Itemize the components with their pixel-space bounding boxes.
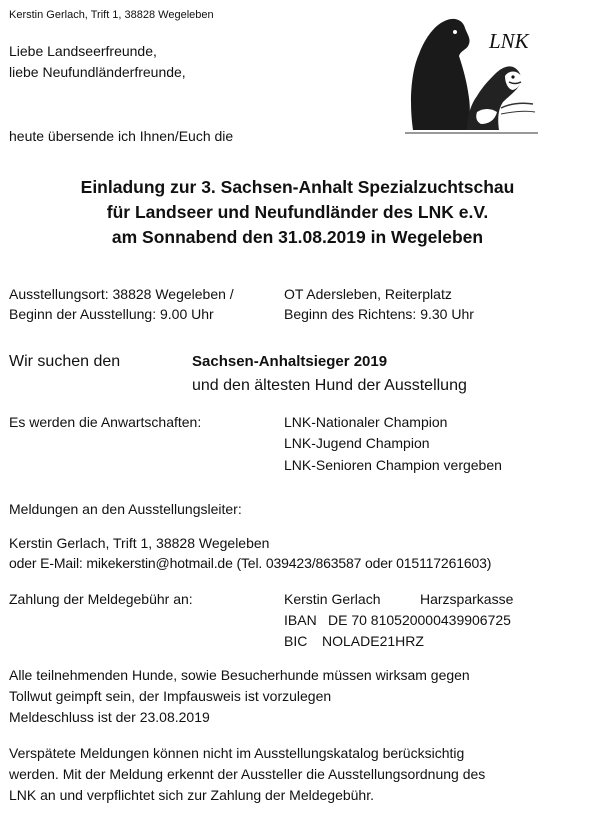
registration-address: Kerstin Gerlach, Trift 1, 38828 Wegeleben (9, 535, 270, 551)
logo-lettering: LNK (489, 29, 529, 53)
bic-value: NOLADE21HRZ (322, 633, 424, 649)
venue-location-value: OT Adersleben, Reiterplatz (284, 286, 452, 302)
invitation-title (0, 175, 595, 250)
judging-start: Beginn des Richtens: 9.30 Uhr (284, 306, 474, 322)
iban-label: IBAN (284, 612, 317, 628)
registration-heading: Meldungen an den Ausstellungsleiter: (9, 501, 242, 517)
search-subtitle: und den ältesten Hund der Ausstellung (192, 377, 467, 394)
late-line-1: Verspätete Meldungen können nicht im Ausstellungskatalog berücksichtig (9, 745, 465, 761)
payment-label: Zahlung der Meldegebühr an: (9, 591, 193, 607)
exhibition-start: Beginn der Ausstellung: 9.00 Uhr (9, 306, 214, 322)
vaccination-line-1: Alle teilnehmenden Hunde, sowie Besucherhunde müssen wirksam gegen (9, 667, 470, 683)
deadline-line: Meldeschluss ist der 23.08.2019 (9, 709, 210, 725)
venue-location-label: Ausstellungsort: 38828 Wegeleben / (9, 286, 234, 302)
iban-value: DE 70 810520000439906725 (328, 612, 511, 628)
intro-text: heute übersende ich Ihnen/Euch die (9, 128, 234, 144)
bic-label: BIC (284, 633, 308, 649)
title-item: LNK-Jugend Champion (284, 435, 430, 451)
greeting-line-2: liebe Neufundländerfreunde, (9, 64, 186, 80)
search-title: Sachsen-Anhaltsieger 2019 (192, 353, 388, 370)
title-item: LNK-Senioren Champion vergeben (284, 457, 502, 473)
vaccination-line-2: Tollwut geimpft sein, der Impfausweis ist vorzulegen (9, 688, 332, 704)
title-line-2: für Landseer und Neufundländer des LNK e.V. (106, 202, 489, 222)
payment-name: Kerstin Gerlach (284, 591, 381, 607)
title-line-1: Einladung zur 3. Sachsen-Anhalt Spezialzuchtschau (80, 177, 515, 197)
payment-bank: Harzsparkasse (420, 591, 514, 607)
title-item: LNK-Nationaler Champion (284, 414, 448, 430)
registration-contact: oder E-Mail: mikekerstin@hotmail.de (Tel. 039423/863587 oder 015117261603) (9, 555, 492, 571)
greeting-line-1: Liebe Landseerfreunde, (9, 43, 157, 59)
late-line-3: LNK an und verpflichtet sich zur Zahlung der Meldegebühr. (9, 787, 374, 803)
lnk-logo (405, 12, 538, 134)
title-line-3: am Sonnabend den 31.08.2019 in Wegeleben (111, 227, 484, 247)
late-line-2: werden. Mit der Meldung erkennt der Aussteller die Ausstellungsordnung des (9, 766, 486, 782)
search-label: Wir suchen den (9, 353, 121, 370)
titles-label: Es werden die Anwartschaften: (9, 414, 202, 430)
sender-address: Kerstin Gerlach, Trift 1, 38828 Wegeleben (9, 9, 214, 21)
